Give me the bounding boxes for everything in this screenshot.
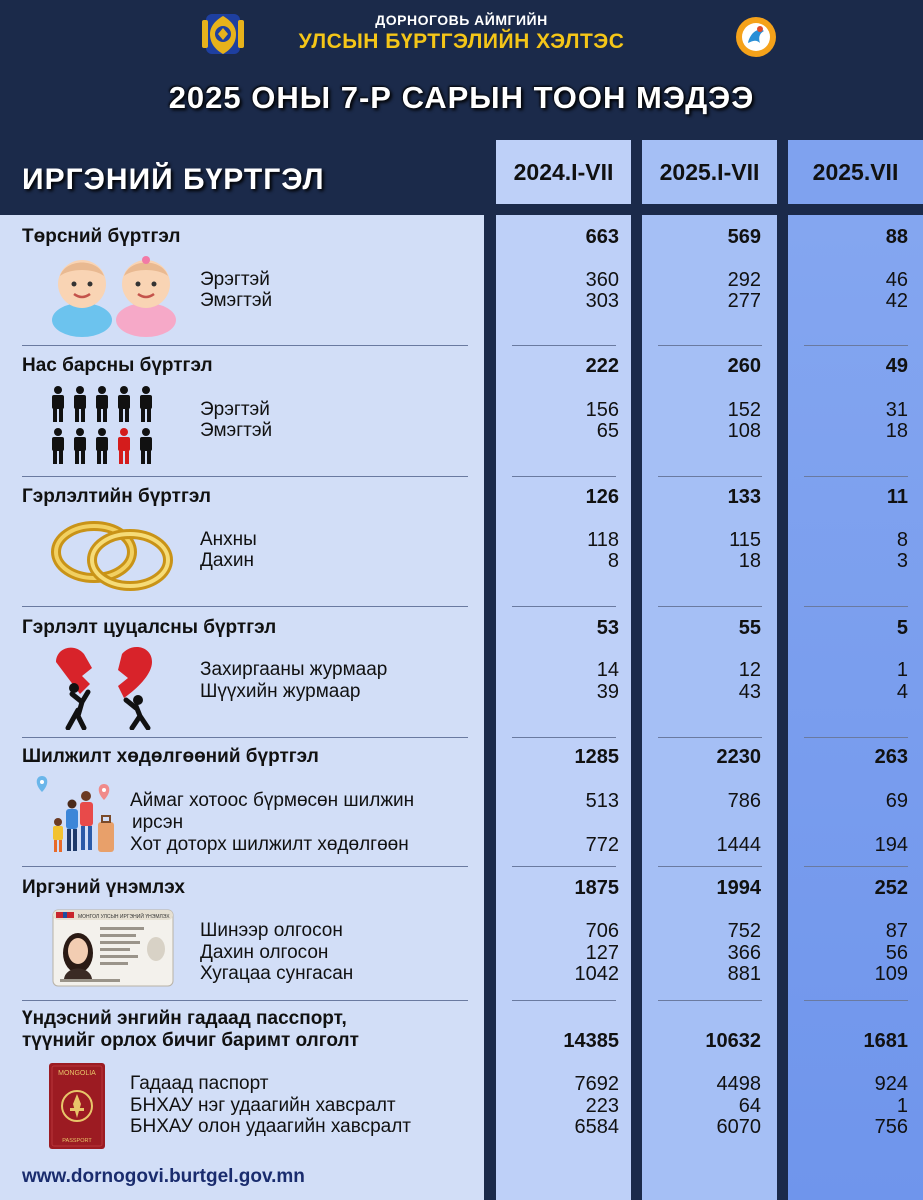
registry-logo-icon bbox=[734, 15, 778, 59]
website-link[interactable]: www.dornogovi.burtgel.gov.mn bbox=[22, 1166, 305, 1187]
birth-female-label: Эмэгтэй bbox=[200, 290, 273, 311]
id-card-total-2025: 1994 bbox=[716, 877, 761, 899]
id-reissue-2024: 127 bbox=[585, 942, 619, 964]
section-divider bbox=[22, 866, 468, 867]
birth-total-2024: 663 bbox=[585, 226, 619, 248]
org-subtitle: ДОРНОГОВЬ АЙМГИЙН bbox=[375, 12, 548, 28]
death-male-label: Эрэгтэй bbox=[200, 399, 270, 420]
death-total-2025: 260 bbox=[727, 355, 761, 377]
marriage-again-2024: 8 bbox=[607, 550, 619, 572]
death-female-label: Эмэгтэй bbox=[200, 420, 273, 441]
birth-female-2025: 277 bbox=[727, 290, 761, 312]
section-divider bbox=[658, 737, 762, 738]
marriage-again-label: Дахин bbox=[200, 550, 255, 571]
passport-regular-2025-vii: 924 bbox=[874, 1073, 908, 1095]
section-migration-title: Шилжилт хөдөлгөөний бүртгэл bbox=[22, 746, 319, 767]
section-divider bbox=[22, 737, 468, 738]
section-divider bbox=[512, 866, 616, 867]
section-divider bbox=[22, 1000, 468, 1001]
section-divider bbox=[804, 737, 908, 738]
divorce-court-2025: 43 bbox=[738, 681, 761, 703]
birth-male-2025: 292 bbox=[727, 269, 761, 291]
passport-regular-label: Гадаад паспорт bbox=[130, 1073, 269, 1094]
passport-total-2024: 14385 bbox=[563, 1030, 619, 1052]
birth-total-2025-vii: 88 bbox=[885, 226, 908, 248]
passport-top-label: MONGOLIA bbox=[58, 1070, 96, 1077]
section-divider bbox=[804, 866, 908, 867]
section-divider bbox=[658, 866, 762, 867]
id-extended-2024: 1042 bbox=[574, 963, 619, 985]
passport-regular-2024: 7692 bbox=[574, 1073, 619, 1095]
id-extended-label: Хугацаа сунгасан bbox=[200, 963, 354, 984]
section-marriage-title: Гэрлэлтийн бүртгэл bbox=[22, 486, 211, 507]
section-divider bbox=[658, 1000, 762, 1001]
marriage-first-label: Анхны bbox=[200, 529, 257, 550]
marriage-total-2025: 133 bbox=[727, 486, 761, 508]
id-reissue-label: Дахин олгосон bbox=[200, 942, 329, 963]
column-header-2025-i-vii: 2025.I-VII bbox=[642, 140, 777, 204]
death-total-2024: 222 bbox=[585, 355, 619, 377]
section-divider bbox=[512, 606, 616, 607]
id-new-2025-vii: 87 bbox=[885, 920, 908, 942]
migration-intra-label: Хот доторх шилжилт хөдөлгөөн bbox=[130, 834, 409, 855]
section-divider bbox=[804, 606, 908, 607]
id-new-2024: 706 bbox=[585, 920, 619, 942]
broken-heart-icon bbox=[52, 644, 176, 730]
header bbox=[0, 0, 923, 215]
death-female-2024: 65 bbox=[596, 420, 619, 442]
section-divider bbox=[804, 345, 908, 346]
section-divider bbox=[22, 606, 468, 607]
marriage-first-2025: 115 bbox=[729, 529, 761, 551]
id-reissue-2025: 366 bbox=[727, 942, 761, 964]
death-male-2025: 152 bbox=[727, 399, 761, 421]
section-birth-title: Төрсний бүртгэл bbox=[22, 226, 181, 247]
id-new-label: Шинээр олгосон bbox=[200, 920, 343, 941]
column-header-2024-i-vii: 2024.I-VII bbox=[496, 140, 631, 204]
section-death-title: Нас барсны бүртгэл bbox=[22, 355, 213, 376]
id-new-2025: 752 bbox=[727, 920, 761, 942]
passport-china-multi-label: БНХАУ олон удаагийн хавсралт bbox=[130, 1116, 412, 1137]
marriage-total-2024: 126 bbox=[585, 486, 619, 508]
section-id-card-title: Иргэний үнэмлэх bbox=[22, 877, 186, 898]
marriage-again-2025: 18 bbox=[738, 550, 761, 572]
column-header-2025-vii: 2025.VII bbox=[788, 140, 923, 204]
passport-china-single-label: БНХАУ нэг удаагийн хавсралт bbox=[130, 1095, 396, 1116]
babies-icon bbox=[48, 252, 180, 338]
death-female-2025-vii: 18 bbox=[885, 420, 908, 442]
passport-icon bbox=[48, 1062, 106, 1150]
divorce-court-2025-vii: 4 bbox=[896, 681, 908, 703]
passport-regular-2025: 4498 bbox=[716, 1073, 761, 1095]
section-divider bbox=[22, 476, 468, 477]
divorce-court-label: Шүүхийн журмаар bbox=[200, 681, 361, 702]
section-divider bbox=[804, 476, 908, 477]
section-divider bbox=[512, 476, 616, 477]
divorce-total-2024: 53 bbox=[596, 617, 619, 639]
birth-female-2024: 303 bbox=[585, 290, 619, 312]
migration-total-2025: 2230 bbox=[716, 746, 761, 768]
birth-total-2025: 569 bbox=[727, 226, 761, 248]
migration-inbound-label-cont: ирсэн bbox=[132, 812, 184, 833]
section-divider bbox=[512, 345, 616, 346]
id-card-total-2024: 1875 bbox=[574, 877, 619, 899]
divorce-total-2025-vii: 5 bbox=[896, 617, 908, 639]
birth-female-2025-vii: 42 bbox=[885, 290, 908, 312]
id-card-icon bbox=[52, 909, 174, 987]
migration-total-2024: 1285 bbox=[574, 746, 619, 768]
section-passport-title: Үндэсний энгийн гадаад пасспорт, bbox=[22, 1008, 347, 1029]
divorce-admin-2024: 14 bbox=[596, 659, 619, 681]
divorce-court-2024: 39 bbox=[596, 681, 619, 703]
birth-male-label: Эрэгтэй bbox=[200, 269, 270, 290]
report-title: 2025 ОНЫ 7-Р САРЫН ТООН МЭДЭЭ bbox=[168, 80, 755, 115]
death-total-2025-vii: 49 bbox=[885, 355, 908, 377]
marriage-first-2025-vii: 8 bbox=[896, 529, 908, 551]
wedding-rings-icon bbox=[50, 514, 176, 594]
section-divorce-title: Гэрлэлт цуцалсны бүртгэл bbox=[22, 617, 277, 638]
people-icon bbox=[50, 386, 160, 466]
marriage-first-2024: 118 bbox=[587, 529, 619, 551]
migration-inbound-2025-vii: 69 bbox=[885, 790, 908, 812]
id-card-total-2025-vii: 252 bbox=[874, 877, 908, 899]
passport-china-multi-2025-vii: 756 bbox=[874, 1116, 908, 1138]
family-travel-icon bbox=[34, 774, 124, 858]
birth-male-2025-vii: 46 bbox=[885, 269, 908, 291]
migration-intra-2025-vii: 194 bbox=[874, 834, 908, 856]
passport-china-single-2024: 223 bbox=[585, 1095, 619, 1117]
section-divider bbox=[658, 345, 762, 346]
id-extended-2025: 881 bbox=[727, 963, 761, 985]
id-reissue-2025-vii: 56 bbox=[885, 942, 908, 964]
passport-total-2025: 10632 bbox=[705, 1030, 761, 1052]
passport-china-multi-2024: 6584 bbox=[574, 1116, 619, 1138]
marriage-total-2025-vii: 11 bbox=[886, 486, 908, 508]
section-divider bbox=[512, 1000, 616, 1001]
id-card-header: МОНГОЛ УЛСЫН ИРГЭНИЙ ҮНЭМЛЭХ bbox=[78, 914, 170, 920]
section-divider bbox=[804, 1000, 908, 1001]
passport-china-multi-2025: 6070 bbox=[716, 1116, 761, 1138]
divorce-total-2025: 55 bbox=[738, 617, 761, 639]
section-divider bbox=[658, 476, 762, 477]
passport-china-single-2025-vii: 1 bbox=[896, 1095, 908, 1117]
birth-male-2024: 360 bbox=[585, 269, 619, 291]
migration-total-2025-vii: 263 bbox=[874, 746, 908, 768]
death-male-2025-vii: 31 bbox=[885, 399, 908, 421]
id-extended-2025-vii: 109 bbox=[874, 963, 908, 985]
divorce-admin-label: Захиргааны журмаар bbox=[200, 659, 388, 680]
migration-inbound-2025: 786 bbox=[727, 790, 761, 812]
death-female-2025: 108 bbox=[727, 420, 761, 442]
section-divider bbox=[512, 737, 616, 738]
marriage-again-2025-vii: 3 bbox=[896, 550, 908, 572]
migration-intra-2025: 1444 bbox=[716, 834, 761, 856]
org-name: УЛСЫН БҮРТГЭЛИЙН ХЭЛТЭС bbox=[298, 30, 625, 53]
death-male-2024: 156 bbox=[585, 399, 619, 421]
divorce-admin-2025: 12 bbox=[738, 659, 761, 681]
migration-intra-2024: 772 bbox=[585, 834, 619, 856]
passport-bottom-label: PASSPORT bbox=[62, 1138, 92, 1144]
section-divider bbox=[658, 606, 762, 607]
divorce-admin-2025-vii: 1 bbox=[896, 659, 908, 681]
passport-china-single-2025: 64 bbox=[738, 1095, 761, 1117]
passport-total-2025-vii: 1681 bbox=[863, 1030, 908, 1052]
migration-inbound-2024: 513 bbox=[585, 790, 619, 812]
section-title: ИРГЭНИЙ БҮРТГЭЛ bbox=[22, 163, 325, 196]
section-divider bbox=[22, 345, 468, 346]
section-passport-title-cont: түүнийг орлох бичиг баримт олголт bbox=[22, 1030, 359, 1051]
migration-inbound-label: Аймаг хотоос бүрмөсөн шилжин bbox=[130, 790, 415, 811]
